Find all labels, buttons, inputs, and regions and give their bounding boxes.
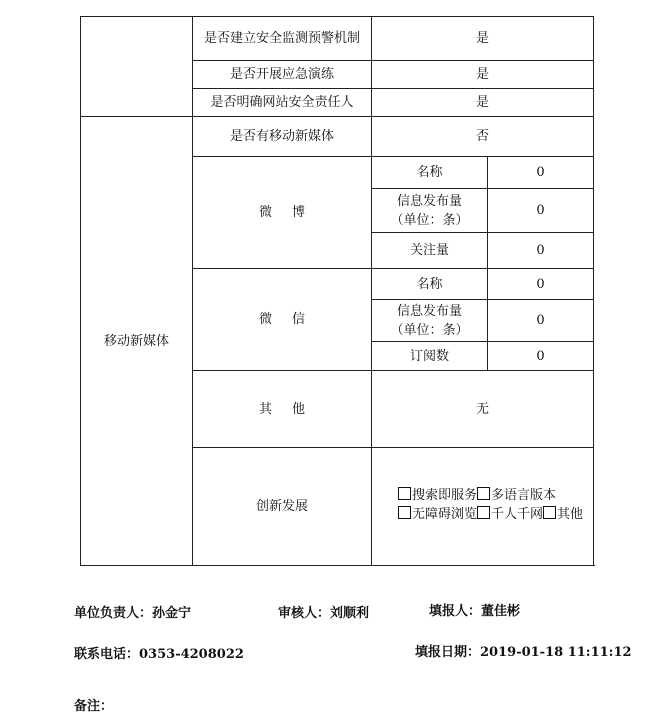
other-media-value: 无	[372, 371, 594, 448]
warning-mechanism-label: 是否建立安全监测预警机制	[193, 17, 372, 61]
wechat-label: 微 信	[193, 269, 372, 371]
has-media-label: 是否有移动新媒体	[193, 117, 372, 157]
innovation-options	[372, 448, 594, 566]
innovation-section-label: 创新发展	[193, 448, 372, 566]
wechat-posts-label: 信息发布量 （单位：条）	[372, 300, 488, 342]
weibo-followers-value: 0	[488, 233, 594, 269]
warning-mechanism-value: 是	[372, 17, 594, 61]
emergency-drill-label: 是否开展应急演练	[193, 61, 372, 89]
checkbox-icon[interactable]	[477, 506, 490, 519]
report-table	[80, 16, 594, 566]
weibo-followers-label: 关注量	[372, 233, 488, 269]
option-multilingual[interactable]: 多语言版本	[477, 488, 556, 503]
checkbox-icon[interactable]	[543, 506, 556, 519]
emergency-drill-value: 是	[372, 61, 594, 89]
option-personalized[interactable]: 千人千网	[477, 507, 543, 522]
filler: 填报人：董佳彬	[429, 604, 521, 619]
unit-head: 单位负责人：孙金宁	[74, 606, 192, 621]
wechat-subscribers-label: 订阅数	[372, 342, 488, 371]
weibo-name-label: 名称	[372, 157, 488, 189]
checkbox-icon[interactable]	[477, 487, 490, 500]
has-media-value: 否	[372, 117, 594, 157]
checkbox-icon[interactable]	[398, 506, 411, 519]
weibo-posts-label: 信息发布量 （单位：条）	[372, 189, 488, 233]
wechat-subscribers-value: 0	[488, 342, 594, 371]
site-responsibility-value: 是	[372, 89, 594, 117]
weibo-posts-value: 0	[488, 189, 594, 233]
new-media-section-label: 移动新媒体	[81, 117, 193, 566]
table-row	[81, 17, 594, 61]
blank-cell	[81, 17, 193, 117]
option-other[interactable]: 其他	[543, 507, 583, 522]
option-search-service[interactable]: 搜索即服务	[398, 488, 477, 503]
site-responsibility-label: 是否明确网站安全责任人	[193, 89, 372, 117]
weibo-label: 微 博	[193, 157, 372, 269]
weibo-name-value: 0	[488, 157, 594, 189]
wechat-name-label: 名称	[372, 269, 488, 300]
fill-date: 填报日期：2019-01-18 11:11:12	[415, 645, 632, 660]
reviewer: 审核人：刘顺利	[278, 606, 370, 621]
option-accessibility[interactable]: 无障碍浏览	[398, 507, 477, 522]
remarks-label: 备注：	[74, 699, 114, 714]
table-row	[81, 117, 594, 157]
checkbox-icon[interactable]	[398, 487, 411, 500]
other-media-label: 其 他	[193, 371, 372, 448]
contact-phone: 联系电话：0353-4208022	[74, 647, 244, 662]
wechat-posts-value: 0	[488, 300, 594, 342]
wechat-name-value: 0	[488, 269, 594, 300]
